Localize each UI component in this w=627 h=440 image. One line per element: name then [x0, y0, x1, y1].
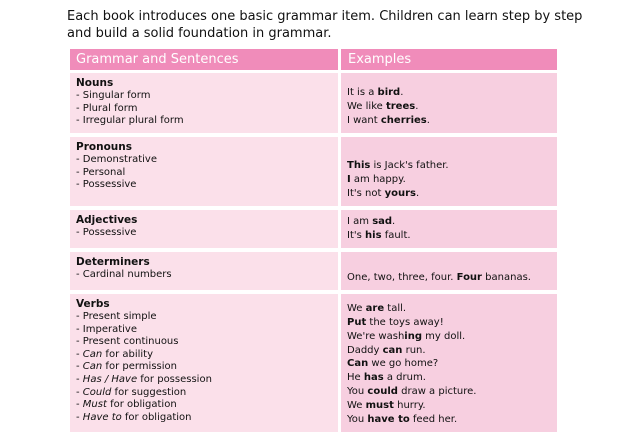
example-text: the toys away! [366, 316, 444, 328]
example-text: Daddy [347, 344, 383, 356]
example-text: is Jack's father. [370, 160, 449, 172]
example-keyword: has [363, 372, 384, 384]
example-keyword: his [365, 230, 382, 242]
grammar-subitem [76, 154, 332, 167]
grammar-subitem-text: - Present simple [76, 311, 157, 322]
example-sentence [347, 229, 551, 243]
grammar-subitem [76, 311, 332, 324]
grammar-subitem [76, 115, 332, 128]
example-sentence [347, 330, 551, 344]
grammar-subitem-text: for obligation [121, 411, 192, 423]
example-sentence [347, 187, 551, 201]
grammar-category: Determiners [76, 256, 150, 268]
grammar-subitem-text: - Present continuous [76, 336, 179, 348]
example-text: . [392, 216, 396, 228]
grammar-category: Verbs [76, 298, 110, 310]
example-keyword: Can [347, 358, 369, 370]
grammar-subitem [76, 324, 332, 337]
example-text: am happy. [350, 174, 406, 186]
grammar-subitem-italic: Must [82, 399, 107, 411]
example-text: my doll. [422, 330, 466, 342]
example-text: It's not [347, 188, 385, 200]
example-keyword: Put [347, 316, 367, 328]
example-text: draw a picture. [397, 386, 477, 398]
example-keyword: can [382, 344, 403, 356]
examples-cell [338, 137, 557, 206]
example-keyword: ing [404, 330, 422, 342]
example-keyword: bird [377, 87, 401, 99]
example-keyword: must [365, 400, 394, 412]
grammar-category: Nouns [76, 77, 114, 89]
example-keyword: have to [367, 414, 410, 426]
example-text: hurry. [393, 400, 426, 412]
example-text: One, two, three, four. [347, 272, 457, 284]
examples-cell [338, 252, 557, 290]
example-text: tall. [384, 302, 407, 314]
example-text: We [347, 400, 366, 412]
grammar-subitem: - Could for suggestion [76, 386, 187, 398]
example-keyword: are [365, 302, 385, 314]
grammar-subitem-text: - Plural form [76, 102, 138, 114]
example-keyword: trees [385, 101, 416, 113]
example-text: . [415, 188, 420, 200]
example-sentence [347, 413, 551, 427]
example-text: run. [402, 344, 426, 356]
example-text: we go home? [368, 358, 439, 370]
grammar-subitem-text: for possession [137, 373, 212, 385]
table-row [70, 210, 557, 248]
grammar-subitem-text: for obligation [106, 399, 177, 411]
grammar-subitem: - Must for obligation [76, 399, 177, 411]
grammar-subitem [76, 179, 332, 192]
example-keyword: I [347, 174, 351, 186]
grammar-subitem [76, 167, 332, 180]
example-keyword: This [347, 160, 371, 172]
examples-cell [338, 73, 557, 133]
grammar-subitem-text: - Cardinal numbers [76, 269, 172, 280]
example-sentence [347, 371, 551, 385]
example-sentence [347, 100, 551, 114]
example-sentence [347, 86, 551, 100]
grammar-subitem-text: - Irregular plural form [76, 115, 184, 127]
example-sentence [347, 399, 551, 413]
example-keyword: sad [372, 216, 393, 228]
grammar-subitem: - Has / Have for possession [76, 373, 212, 385]
example-sentence [347, 159, 551, 173]
example-keyword: cherries [380, 115, 427, 127]
header-examples: Examples [338, 49, 557, 70]
example-sentence [347, 215, 551, 229]
example-sentence [347, 271, 551, 285]
example-keyword: could [367, 386, 398, 398]
grammar-subitem-text: for ability [102, 348, 154, 360]
grammar-subitem-italic: Has / Have [82, 373, 138, 385]
grammar-category: Adjectives [76, 214, 138, 226]
grammar-subitem-text: - Singular form [76, 90, 151, 101]
example-text: bananas. [482, 272, 531, 284]
grammar-cell [70, 137, 338, 206]
example-text: . [415, 101, 419, 113]
examples-cell [338, 210, 557, 248]
example-text: We're wash [347, 330, 405, 342]
grammar-subitem-text: for permission [102, 361, 177, 373]
grammar-subitem-text: - Imperative [76, 323, 137, 335]
example-text: You [347, 386, 368, 398]
grammar-subitem: - Can for permission [76, 361, 177, 373]
grammar-subitem-text: - Personal [76, 166, 126, 178]
example-sentence [347, 114, 551, 128]
grammar-subitem-italic: Have to [82, 411, 122, 423]
grammar-subitem-text: for suggestion [111, 386, 187, 398]
example-sentence [347, 302, 551, 316]
grammar-subitem [76, 336, 332, 349]
example-text: We [347, 302, 366, 314]
example-keyword: yours [384, 188, 416, 200]
example-text: fault. [381, 230, 411, 242]
example-text: It is a [347, 87, 378, 99]
example-sentence [347, 316, 551, 330]
table-header [70, 49, 557, 70]
grammar-subitem-text: - Demonstrative [76, 154, 157, 165]
example-sentence [347, 385, 551, 399]
grammar-cell [70, 73, 338, 133]
grammar-subitem: - Can for ability [76, 348, 154, 360]
example-text: It's [347, 230, 366, 242]
example-sentence [347, 344, 551, 358]
grammar-subitem [76, 90, 332, 103]
grammar-subitem-italic: Can [82, 348, 103, 360]
table-row [70, 137, 557, 206]
grammar-subitem [76, 269, 332, 282]
table-row [70, 252, 557, 290]
grammar-table [70, 49, 557, 432]
example-text: You [347, 414, 368, 426]
example-text: We like [347, 101, 386, 113]
grammar-subitem-italic: Could [82, 386, 112, 398]
grammar-category: Pronouns [76, 141, 132, 153]
example-sentence [347, 357, 551, 371]
table-row [70, 73, 557, 133]
examples-cell [338, 294, 557, 432]
grammar-cell [70, 210, 338, 248]
example-text: I am [347, 216, 373, 228]
grammar-cell [70, 252, 338, 290]
example-keyword: Four [456, 272, 482, 284]
grammar-subitem [76, 103, 332, 116]
grammar-subitem-text: - Possessive [76, 179, 137, 191]
example-text: I want [347, 115, 381, 127]
intro-paragraph: Each book introduces one basic grammar item. Children can learn step by step and build a solid foundation in grammar. [67, 9, 583, 41]
grammar-subitem-text: - Possessive [76, 227, 137, 238]
example-sentence [347, 173, 551, 187]
example-text: He [347, 372, 364, 384]
grammar-cell [70, 294, 338, 432]
header-grammar: Grammar and Sentences [76, 52, 239, 67]
example-text: feed her. [409, 414, 458, 426]
grammar-subitem: - Have to for obligation [76, 411, 192, 423]
grammar-subitem [76, 227, 332, 240]
grammar-subitem-italic: Can [82, 361, 103, 373]
table-row [70, 294, 557, 432]
example-text: . [426, 115, 430, 127]
example-text: a drum. [383, 372, 426, 384]
example-text: . [400, 87, 404, 99]
